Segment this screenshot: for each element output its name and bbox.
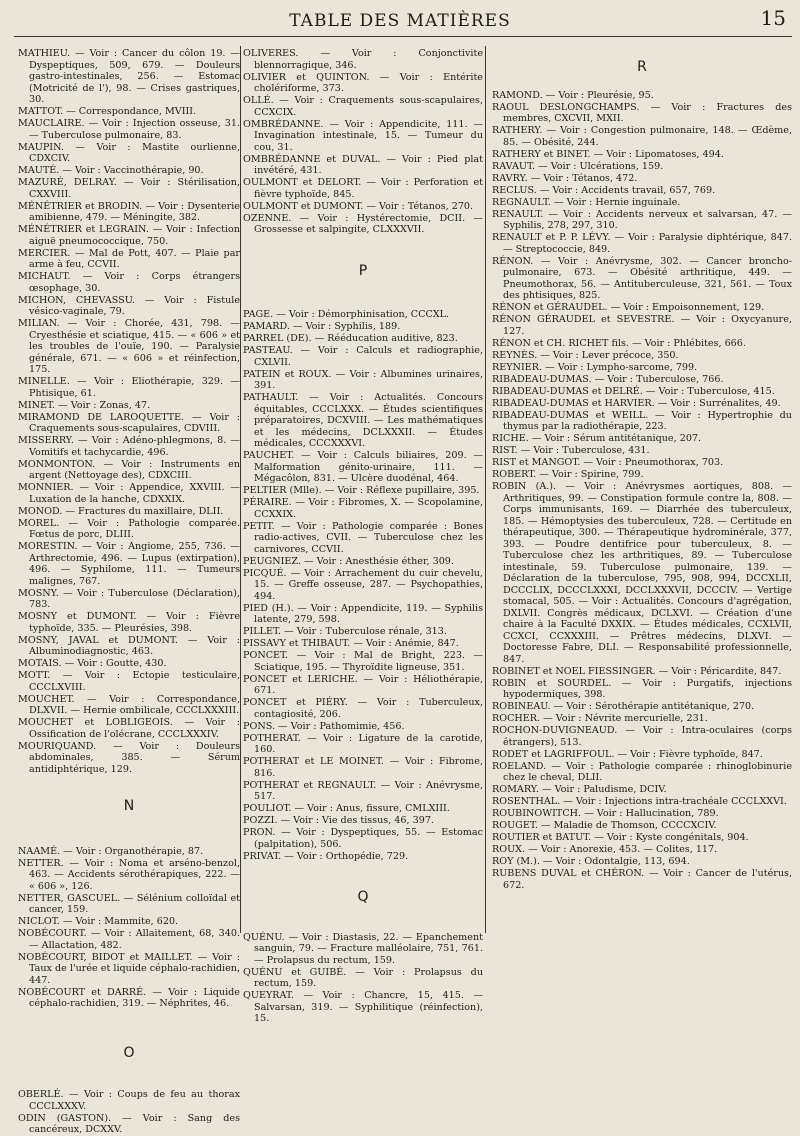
index-entry: POTHERAT. — Voir : Ligature de la carotide, 160. xyxy=(243,732,483,755)
index-entry: RENAULT. — Voir : Accidents nerveux et salvarsan, 47. — Syphilis, 278, 297, 310. xyxy=(492,208,792,231)
index-entry: MAUTÉ. — Voir : Vaccinothérapie, 90. xyxy=(18,165,204,176)
index-entry: PÉRAIRE. — Voir : Fibromes, X. — Scopolamine, CCXXIX. xyxy=(243,497,483,520)
index-entry: MONNIER. — Voir : Appendice, XXVIII. — Luxation de la hanche, CDXXIX. xyxy=(18,482,240,505)
index-entry: MOUCHET et LOBLIGEOIS. — Voir : Ossification de l'olécrane, CCCLXXXIV. xyxy=(18,717,240,740)
entries-n xyxy=(18,846,240,1010)
index-entry: RIBADEAU-DUMAS. — Voir : Tuberculose, 766. xyxy=(492,373,724,385)
index-entry: RAVRY. — Voir : Tétanos, 472. xyxy=(492,172,638,184)
section-heading-p: P xyxy=(358,262,368,279)
index-entry: NICLOT. — Voir : Mammite, 620. xyxy=(18,916,179,927)
index-entry: MISSERRY. — Voir : Adéno-phlegmons, 8. — Vomitifs et tachycardie, 496. xyxy=(18,435,240,458)
index-entry: ROMARY. — Voir : Paludisme, DCIV. xyxy=(492,784,667,795)
column-divider xyxy=(485,46,486,933)
column-divider xyxy=(240,46,241,933)
index-entry: ROBERT. — Voir : Spirine, 799. xyxy=(492,469,644,480)
index-entry: OMBRÉDANNE. — Voir : Appendicite, 111. — Invagination intestinale, 15. — Tumeur du cou, 31. xyxy=(243,118,483,153)
index-entry: NOBÉCOURT, BIDOT et MAILLET. — Voir : Taux de l'urée et liquide céphalo-rachidien, 447. xyxy=(18,951,240,986)
index-entry: PONCET et LERICHE. — Voir : Héliothérapie, 671. xyxy=(243,673,483,696)
index-entry: PATHAULT. — Voir : Actualités. Concours équitables, CCCLXXX. — Études scientifiques préparatoires, DCXVIII. — Les mathématiques et les médecins, DCLXXXII. — Études médicales, CCCXXXVI. xyxy=(243,392,483,449)
index-entry: RATHERY et BINET. — Voir : Lipomatoses, 494. xyxy=(492,148,724,160)
index-entry: RODET et LAGRIFFOUL. — Voir : Fièvre typhoïde, 847. xyxy=(492,748,763,760)
index-entry: RÉNON et GÉRAUDEL. — Voir : Empoisonnement, 129. xyxy=(492,302,765,313)
index-entry: MOSNY, JAVAL et DUMONT. — Voir : Albuminodiagnostic, 463. xyxy=(18,634,240,657)
index-entry: MICHON, CHEVASSU. — Voir : Fistule vésico-vaginale, 79. xyxy=(18,294,240,317)
index-entry: PIED (H.). — Voir : Appendicite, 119. — Syphilis latente, 279, 598. xyxy=(243,602,483,625)
index-entry: PISSAVY et THIBAUT. — Voir : Anémie, 847. xyxy=(243,638,459,649)
index-entry: RIST. — Voir : Tuberculose, 431. xyxy=(492,445,650,456)
index-entry: RIBADEAU-DUMAS et HARVIER. — Voir : Surrénalites, 49. xyxy=(492,397,781,409)
index-entry: ROCHER. — Voir : Névrite mercurielle, 231. xyxy=(492,713,708,724)
index-entry: ROELAND. — Voir : Pathologie comparée : rhinoglobinurie chez le cheval, DLII. xyxy=(492,760,792,783)
section-heading-o: O xyxy=(123,1044,135,1061)
index-entry: MONOD. — Fractures du maxillaire, DLII. xyxy=(18,505,224,517)
entries-o xyxy=(18,1089,240,1136)
index-entry: REYNIER. — Voir : Lympho-sarcome, 799. xyxy=(492,361,698,373)
index-entry: ROUTIER et BATUT. — Voir : Kyste congénitals, 904. xyxy=(492,832,749,843)
index-entry: RÉNON et CH. RICHET fils. — Voir : Phlébites, 666. xyxy=(492,337,746,349)
index-entry: OULMONT et DELORT. — Voir : Perforation et fièvre typhoïde, 845. xyxy=(243,177,483,200)
index-entry: ODIN (GASTON). — Voir : Sang des cancéreux, DCXXV. xyxy=(18,1112,240,1135)
index-entry: OULMONT et DUMONT. — Voir : Tétanos, 270. xyxy=(243,200,474,212)
index-entry: PARREL (DE). — Rééducation auditive, 823. xyxy=(243,333,458,344)
index-entry: OLLÉ. — Voir : Craquements sous-scapulaires, CCXCIX. xyxy=(243,95,483,118)
index-entry: ROY (M.). — Voir : Odontalgie, 113, 694. xyxy=(492,856,690,867)
index-entry: PAUCHET. — Voir : Calculs biliaires, 209. — Malformation génito-urinaire, 111. — Mégacôlon, 831. — Ulcère duodénal, 464. xyxy=(243,450,483,484)
index-entry: MICHAUT. — Voir : Corps étrangers œsophage, 30. xyxy=(18,271,240,294)
index-entry: PAMARD. — Voir : Syphilis, 189. xyxy=(243,321,401,332)
index-entry: MONMONTON. — Voir : Instruments en argent (Nettoyage des), CDXCIII. xyxy=(18,458,240,481)
index-entry: RIST et MANGOT. — Voir : Pneumothorax, 703. xyxy=(492,457,724,468)
index-column-right xyxy=(492,48,792,892)
index-entry: ROSENTHAL. — Voir : Injections intra-trachéale CCCLXXVI. xyxy=(492,796,787,807)
index-entry: PATEIN et ROUX. — Voir : Albumines urinaires, 391. xyxy=(243,368,483,391)
index-column-middle xyxy=(243,48,483,1025)
index-entry: ROUX. — Voir : Anorexie, 453. — Colites, 117. xyxy=(492,844,718,855)
index-entry: RÉNON GÉRAUDEL et SEVESTRE. — Voir : Oxycyanure, 127. xyxy=(492,314,792,337)
index-entry: RECLUS. — Voir : Accidents travail, 657, 769. xyxy=(492,184,716,196)
entries-m xyxy=(18,48,240,775)
index-entry: MOTT. — Voir : Ectopie testiculaire, CCCLXVIII. xyxy=(18,670,240,693)
entries-q xyxy=(243,932,483,1025)
index-entry: MAUPIN. — Voir : Mastite ourlienne, CDXCIV. xyxy=(18,141,240,164)
index-entry: MOURIQUAND. — Voir : Douleurs abdominales, 385. — Sérum antidiphtérique, 129. xyxy=(18,740,240,775)
index-entry: POTHERAT et REGNAULT. — Voir : Anévrysme, 517. xyxy=(243,779,483,802)
index-entry: MOREL. — Voir : Pathologie comparée. Fœtus de porc, DLIII. xyxy=(18,517,240,540)
index-entry: ROUBINOWITCH. — Voir : Hallucination, 789. xyxy=(492,808,719,819)
index-entry: MAUCLAIRE. — Voir : Injection osseuse, 31. — Tuberculose pulmonaire, 83. xyxy=(18,118,240,141)
index-entry: QUEYRAT. — Voir : Chancre, 15, 415. — Salvarsan, 319. — Syphilitique (réinfection), 15. xyxy=(243,990,483,1024)
index-entry: PONS. — Voir : Pathomimie, 456. xyxy=(243,720,405,732)
entries-r xyxy=(492,90,792,892)
index-entry: MIRAMOND DE LAROQUETTE. — Voir : Craquements sous-scapulaires, CDVIII. xyxy=(18,411,240,434)
index-entry: RAMOND. — Voir : Pleurésie, 95. xyxy=(492,89,654,101)
index-entry: NETTER. — Voir : Noma et arséno-benzol, 463. — Accidents sérothérapiques, 222. — « 606 », 126. xyxy=(18,857,240,892)
index-entry: PONCET et PIÉRY. — Voir : Tuberculeux, contagiosité, 206. xyxy=(243,697,483,720)
index-entry: RIBADEAU-DUMAS et DELRÉ. — Voir : Tuberculose, 415. xyxy=(492,385,775,397)
index-entry: PELTIER (Mlle). — Voir : Réflexe pupillaire, 395. xyxy=(243,485,480,496)
index-entry: OZENNE. — Voir : Hystérectomie, DCII. — Grossesse et salpingite, CLXXXVII. xyxy=(243,212,483,235)
index-entry: RAVAUT. — Voir : Ulcérations, 159. xyxy=(492,160,664,172)
index-entry: MINET. — Voir : Zonas, 47. xyxy=(18,399,151,411)
index-entry: POULIOT. — Voir : Anus, fissure, CMLXIII. xyxy=(243,803,450,814)
section-heading-q: Q xyxy=(357,889,369,905)
index-entry: PRIVAT. — Voir : Orthopédie, 729. xyxy=(243,850,409,862)
index-entry: PONCET. — Voir : Mal de Bright, 223. — Sciatique, 195. — Thyroïdite ligneuse, 351. xyxy=(243,650,483,673)
index-entry: RIBADEAU-DUMAS et WEILL. — Voir : Hypertrophie du thymus par la radiothérapie, 223. xyxy=(492,409,792,432)
index-entry: RAOUL DESLONGCHAMPS. — Voir : Fractures des membres, CXCVII, MXII. xyxy=(492,101,792,124)
index-entry: POTHERAT et LE MOINET. — Voir : Fibrome, 816. xyxy=(243,756,483,779)
index-entry: NOBÉCOURT et DARRÉ. — Voir : Liquide céphalo-rachidien, 319. — Néphrites, 46. xyxy=(18,986,240,1009)
entries-p xyxy=(243,309,483,862)
index-entry: MINELLE. — Voir : Eliothérapie, 329. — Phtisique, 61. xyxy=(18,376,240,399)
entries-o-cont xyxy=(243,48,483,236)
index-entry: OMBRÉDANNE et DUVAL. — Voir : Pied plat invétéré, 431. xyxy=(243,153,483,176)
index-entry: MOSNY. — Voir : Tuberculose (Déclaration), 783. xyxy=(18,587,240,610)
index-entry: REYNÈS. — Voir : Lever précoce, 350. xyxy=(492,349,679,361)
index-entry: OLIVIER et QUINTON. — Voir : Entérite cholériforme, 373. xyxy=(243,71,483,94)
index-entry: MILIAN. — Voir : Chorée, 431, 798. — Cryesthésie et sciatique, 415. — « 606 » et les troubles de l'ouïe, 190. — Paralysie générale, 671. — « 606 » et réinfection, 175. xyxy=(18,318,240,375)
index-entry: RATHERY. — Voir : Congestion pulmonaire, 148. — Œdème, 85. — Obésité, 244. xyxy=(492,125,792,148)
index-entry: MERCIER. — Mal de Pott, 407. — Plaie par arme à feu, CCVII. xyxy=(18,247,240,270)
index-entry: ROUGET. — Maladie de Thomson, CCCCXCIV. xyxy=(492,820,717,831)
index-entry: MORESTIN. — Voir : Angiome, 255, 736. — Arthrectomie, 496. — Lupus (extirpation), 496. — Syphilome, 111. — Tumeurs malignes, 767. xyxy=(18,541,240,587)
index-column-left xyxy=(18,48,240,1136)
index-entry: MÉNÉTRIER et LEGRAIN. — Voir : Infection aiguë pneumococcique, 750. xyxy=(18,224,240,247)
index-entry: PRON. — Voir : Dyspeptiques, 55. — Estomac (palpitation), 506. xyxy=(243,827,483,850)
index-entry: RENAULT et P. P. LÉVY. — Voir : Paralysie diphtérique, 847. — Streptococcie, 849. xyxy=(492,232,792,255)
page-number: 15 xyxy=(760,6,786,30)
header-rule xyxy=(14,36,792,37)
index-entry: RUBENS DUVAL et CHÉRON. — Voir : Cancer de l'utérus, 672. xyxy=(492,868,792,891)
index-entry: NOBÉCOURT. — Voir : Allaitement, 68, 340. — Allactation, 482. xyxy=(18,928,240,951)
index-entry: POZZI. — Voir : Vie des tissus, 46, 397. xyxy=(243,815,434,826)
index-entry: PEUGNIEZ. — Voir : Anesthésie éther, 309. xyxy=(243,555,454,567)
index-entry: OLIVERES. — Voir : Conjonctivite blennorragique, 346. xyxy=(243,48,483,71)
index-entry: NAAMÉ. — Voir : Organothérapie, 87. xyxy=(18,845,204,857)
index-entry: MÉNÉTRIER et BRODIN. — Voir : Dysenterie amibienne, 479. — Méningite, 382. xyxy=(18,200,240,223)
index-entry: QUÉNU et GUIBÉ. — Voir : Prolapsus du rectum, 159. xyxy=(243,966,483,989)
index-entry: MATTOT. — Correspondance, MVIII. xyxy=(18,106,197,117)
index-entry: ROBINEAU. — Voir : Sérothérapie antitétanique, 270. xyxy=(492,701,755,712)
index-entry: ROCHON-DUVIGNEAUD. — Voir : Intra-oculaires (corps étrangers), 513. xyxy=(492,725,792,748)
index-entry: MAZURÉ, DELRAY. — Voir : Stérilisation, CXXVIII. xyxy=(18,177,240,200)
index-entry: PETIT. — Voir : Pathologie comparée : Bones radio-actives, CVII. — Tuberculose chez les carnivores, CCVII. xyxy=(243,520,483,555)
index-entry: PILLET. — Voir : Tuberculose rénale, 313. xyxy=(243,626,447,637)
index-entry: NETTER, GASCUEL. — Sélénium colloïdal et cancer, 159. xyxy=(18,892,240,915)
index-entry: MOTAIS. — Voir : Goutte, 430. xyxy=(18,658,167,669)
index-entry: PICQUÉ. — Voir : Arrachement du cuir chevelu, 15. — Greffe osseuse, 287. — Psychopathies, 494. xyxy=(243,567,483,602)
index-entry: MATHIEU. — Voir : Cancer du côlon 19. — Dyspeptiques, 509, 679. — Douleurs gastro-intestinales, 256. — Estomac (Motricité de l'), 98. — Crises gastriques, 30. xyxy=(18,48,240,105)
index-entry: RICHE. — Voir : Sérum antitétanique, 207. xyxy=(492,433,702,444)
index-entry: ROBINET et NOEL FIESSINGER. — Voir : Péricardite, 847. xyxy=(492,665,782,677)
index-entry: QUÉNU. — Voir : Diastasis, 22. — Epanchement sanguin, 79. — Fracture malléolaire, 751, 761. — Prolapsus du rectum, 159. xyxy=(243,931,483,966)
section-heading-r: R xyxy=(637,59,647,75)
page-title: TABLE DES MATIÈRES xyxy=(289,11,511,31)
index-entry: ROBIN et SOURDEL. — Voir : Purgatifs, injections hypodermiques, 398. xyxy=(492,677,792,700)
index-entry: RÉNON. — Voir : Anévrysme, 302. — Cancer broncho-pulmonaire, 673. — Obésité arthritique, 449. — Pneumothorax, 56. — Antituberculeuse, 321, 561. — Toux des phtisiques, 825. xyxy=(492,255,792,301)
index-entry: MOSNY et DUMONT. — Voir : Fièvre typhoïde, 335. — Pleurésies, 398. xyxy=(18,611,240,634)
index-entry: PASTEAU. — Voir : Calculs et radiographie, CXLVII. xyxy=(243,345,483,368)
index-entry: OBERLÉ. — Voir : Coups de feu au thorax CCCLXXXV. xyxy=(18,1089,240,1112)
index-entry: ROBIN (A.). — Voir : Anévrysmes aortiques, 808. — Arthritiques, 99. — Constipation formule contre la, 808. — Corps immunisants, 169. — Diarrhée des tuberculeux, 185. — Hémoptysies des tuberculeux, 728. — Certitude en thérapeutique, 300. — Thérapeutique hydrominérale, 377, 393. — Poudre dentifrice pour tuberculeux, 8. — Tuberculose chez les arthritiques, 89. — Tuberculose intestinale, 59. Tuberculose pulmonaire, 139. — Déclaration de la tuberculose, 795, 908, 994, DCCXLII, DCCCLIX, DCCCLXXXI, DCCLXXXVII, DCCCIV. — Vertige stomacal, 505. — Voir : Actualités. Concours d'agrégation, DXLVII. Congrès médicaux, DCLXVI. — Création d'une chaire à la Faculté DXXIX. — Études médicales, CCXLVII, CCXCI, CCXXXIII. — Prêtres médecins, DLXVI. — Doctoresse Fabre, DLI. — Responsabilité professionnelle, 847. xyxy=(492,481,792,665)
index-entry: REGNAULT. — Voir : Hernie inguinale. xyxy=(492,196,681,208)
index-entry: PAGE. — Voir : Démorphinisation, CCCXL. xyxy=(243,309,450,320)
section-heading-n: N xyxy=(123,798,135,814)
index-entry: MOUCHET. — Voir : Correspondance, DLXVII. — Hernie ombilicale, CCCLXXXIII. xyxy=(18,693,240,716)
